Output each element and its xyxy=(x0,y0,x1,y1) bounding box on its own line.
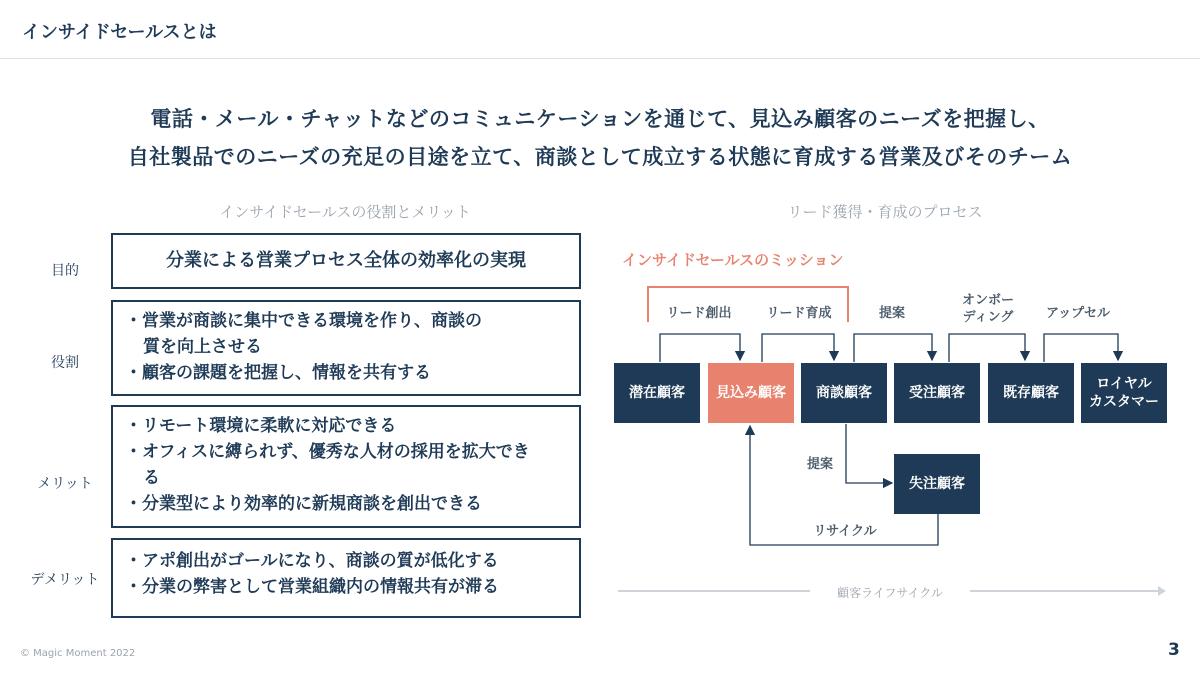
label-onboarding: オンボー ディング xyxy=(961,293,1014,325)
demerit-bullet-1: ・ アポ創出がゴールになり、商談の質が低化する xyxy=(125,548,569,574)
copyright: © Magic Moment 2022 xyxy=(20,648,136,659)
process-connectors xyxy=(600,270,1190,610)
row-label-demerit: デメリット xyxy=(30,572,100,588)
demerit-box xyxy=(111,538,581,618)
stage-lost: 失注顧客 xyxy=(894,454,980,514)
role-bullet-2: ・ 顧客の課題を把握し、情報を共有する xyxy=(125,360,569,386)
label-lead-nurturing: リード育成 xyxy=(766,306,832,321)
label-recycle: リサイクル xyxy=(813,524,877,539)
merit-bullet-3: ・ 分業型により効率的に新規商談を創出できる xyxy=(125,491,569,517)
purpose-text: 分業による営業プロセス全体の効率化の実現 xyxy=(166,250,526,271)
header-divider xyxy=(0,58,1200,59)
label-upsell: アップセル xyxy=(1046,306,1110,321)
page-number: 3 xyxy=(1168,640,1180,660)
stage-existing: 既存顧客 xyxy=(988,363,1074,423)
label-lost-proposal: 提案 xyxy=(806,457,833,472)
label-proposal: 提案 xyxy=(878,306,905,321)
stage-potential: 潜在顧客 xyxy=(614,363,700,423)
arrow-proposal xyxy=(854,334,932,362)
stage-prospect: 見込み顧客 xyxy=(708,363,794,423)
headline-line-2: 自社製品でのニーズの充足の目途を立て、商談として成立する状態に育成する営業及びそのチーム xyxy=(127,145,1073,169)
arrow-lost xyxy=(846,424,892,483)
role-box xyxy=(111,300,581,396)
merit-box xyxy=(111,405,581,528)
row-label-purpose: 目的 xyxy=(51,263,79,279)
lifecycle-label: 顧客ライフサイクル xyxy=(837,586,943,600)
purpose-box xyxy=(111,233,581,289)
arrow-onboarding xyxy=(949,334,1025,362)
label-lead-creation: リード創出 xyxy=(666,306,732,321)
stage-loyal: ロイヤル カスタマー xyxy=(1081,363,1167,423)
demerit-bullet-2: ・ 分業の弊害として営業組織内の情報共有が滞る xyxy=(125,574,569,600)
mission-label: インサイドセールスのミッション xyxy=(622,251,844,269)
lifecycle-arrowhead xyxy=(1158,586,1166,596)
stage-won: 受注顧客 xyxy=(894,363,980,423)
row-label-role: 役割 xyxy=(51,355,79,371)
headline-line-1: 電話・メール・チャットなどのコミュニケーションを通じて、見込み顧客のニーズを把握し、 xyxy=(150,107,1050,131)
arrow-upsell xyxy=(1044,334,1118,362)
right-section-title: リード獲得・育成のプロセス xyxy=(787,203,983,221)
merit-bullet-2: ・ オフィスに縛られず、優秀な人材の採用を拡大できる xyxy=(125,439,543,491)
arrow-lead-creation xyxy=(660,334,740,362)
stage-negotiation: 商談顧客 xyxy=(801,363,887,423)
left-section-title: インサイドセールスの役割とメリット xyxy=(219,203,471,221)
arrow-lead-nurturing xyxy=(762,334,834,362)
merit-bullet-1: ・ リモート環境に柔軟に対応できる xyxy=(125,413,569,439)
row-label-merit: メリット xyxy=(37,476,93,492)
role-bullet-1: ・ 営業が商談に集中できる環境を作り、商談の質を向上させる xyxy=(125,308,493,360)
page-title: インサイドセールスとは xyxy=(22,22,217,43)
